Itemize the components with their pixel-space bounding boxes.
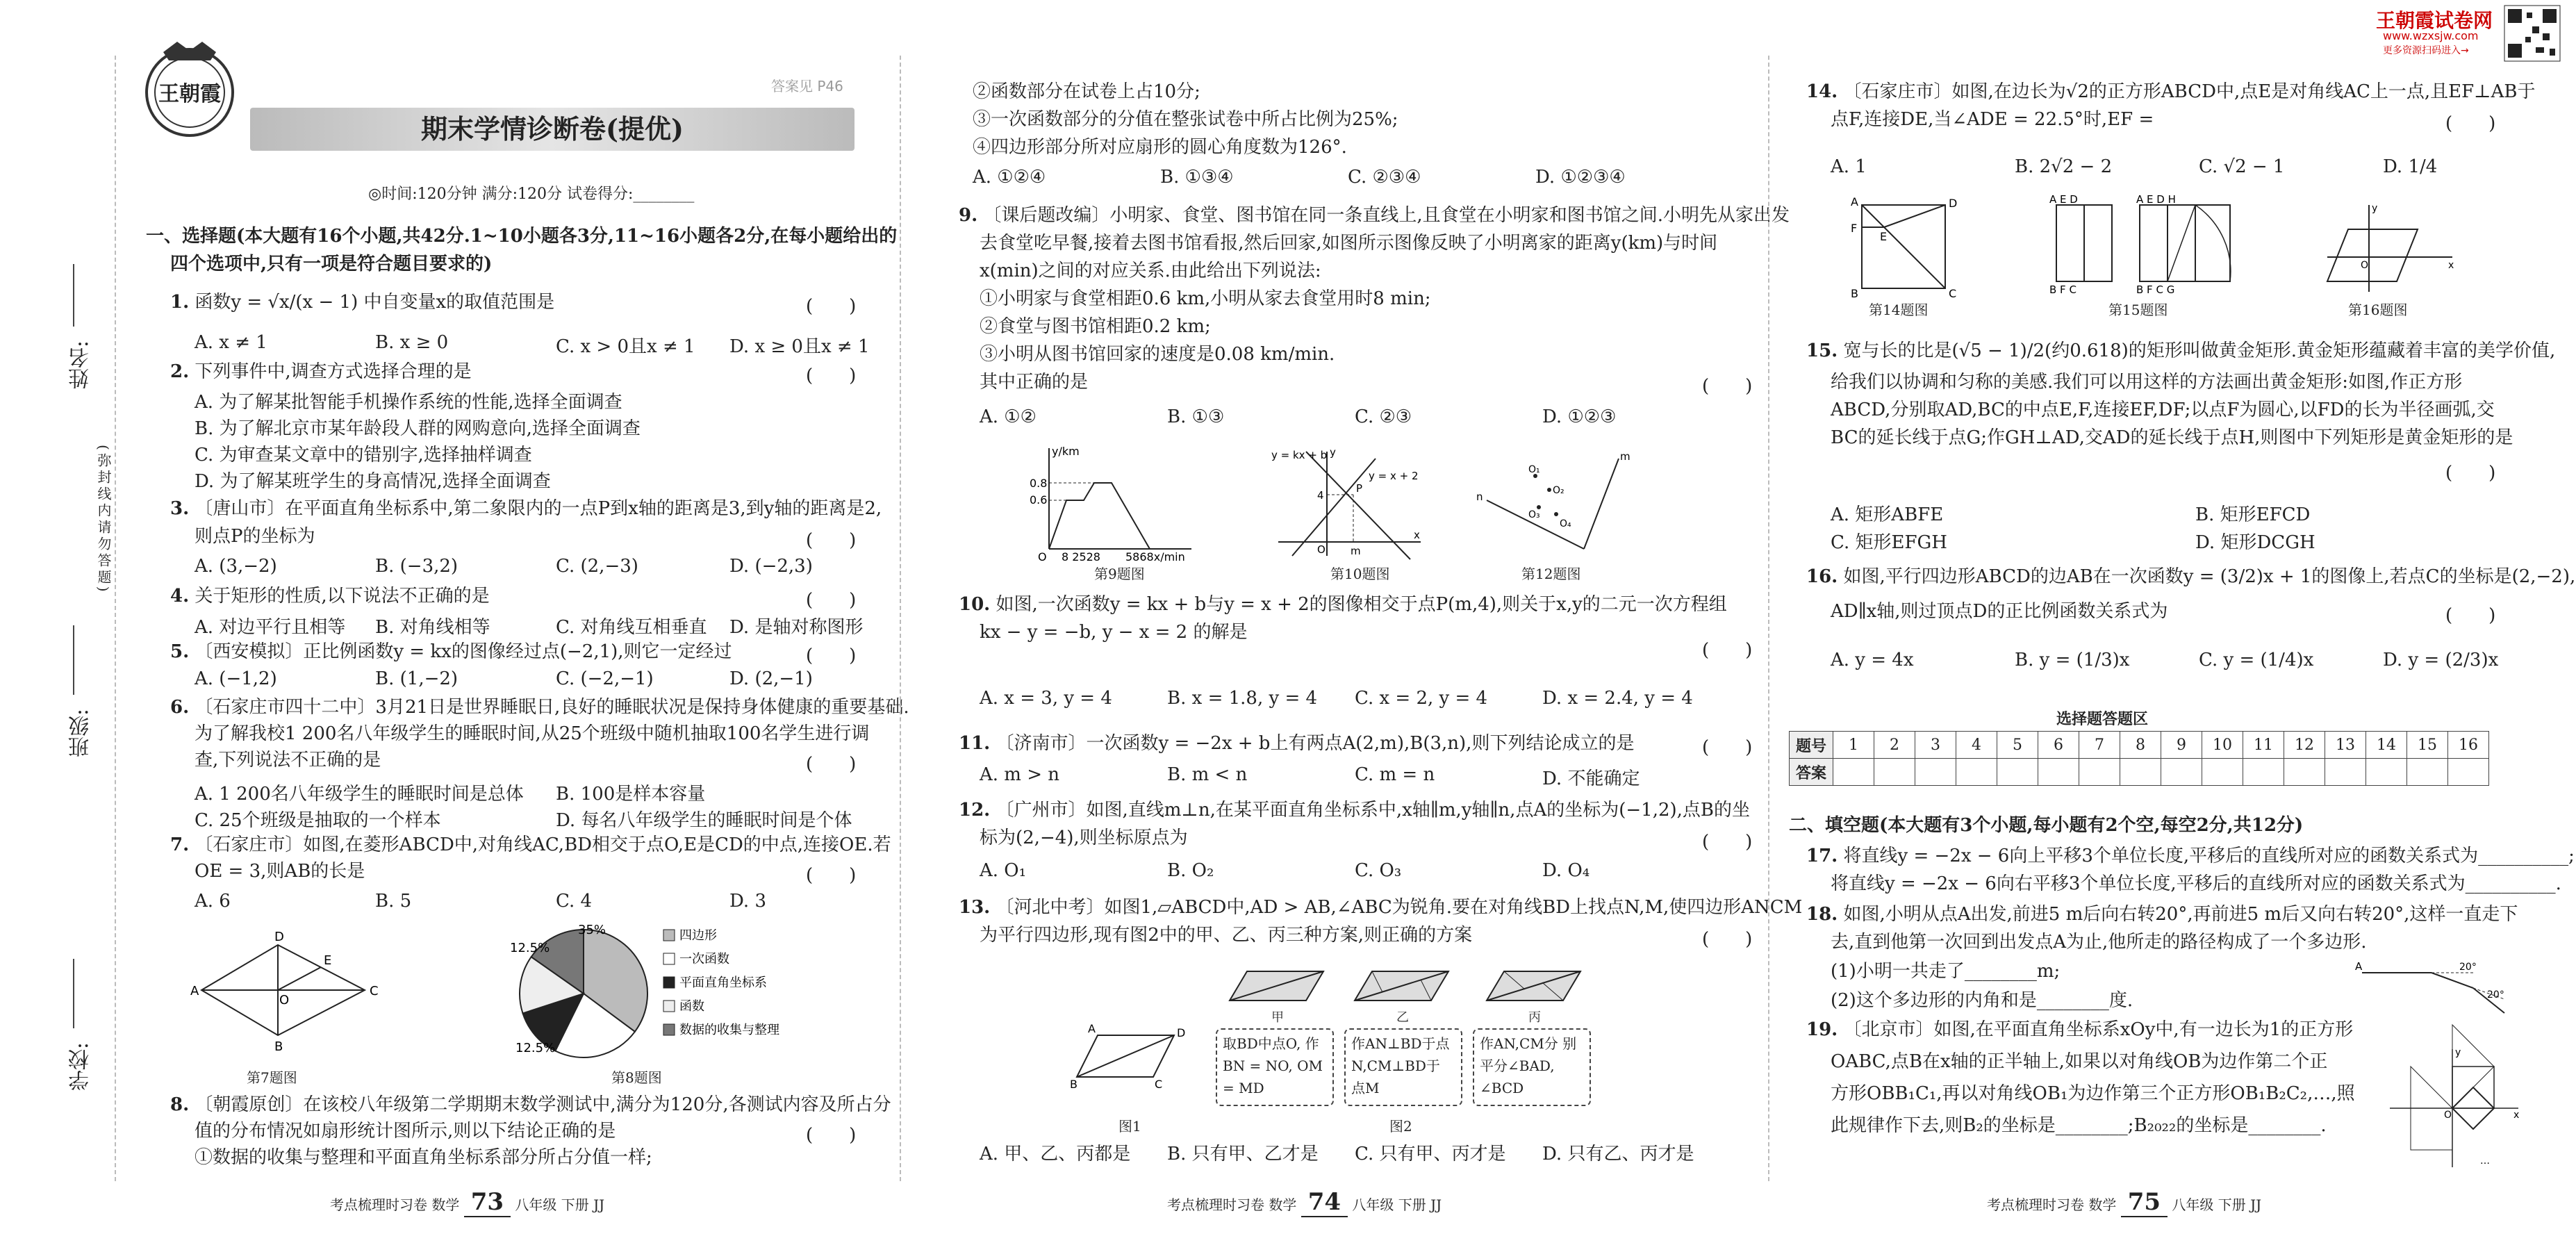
q3-answer-paren[interactable]: ( ): [806, 530, 857, 551]
q3-option-b[interactable]: B. (−3,2): [375, 556, 459, 577]
svg-text:C: C: [370, 984, 379, 998]
exam-meta: ◎时间:120分钟 满分:120分 试卷得分:________: [368, 186, 695, 203]
svg-text:B: B: [1851, 287, 1858, 300]
q15-option-a[interactable]: A. 矩形ABFE: [1831, 504, 1944, 525]
svg-text:C: C: [1155, 1078, 1163, 1091]
q15: 15. 宽与长的比是(√5 − 1)/2(约0.618)的矩形叫做黄金矩形.黄金矩形蕴藏着丰富的美学价值,: [1806, 340, 2556, 361]
answer-cell[interactable]: [1874, 759, 1915, 786]
q3-option-d[interactable]: D. (−2,3): [729, 556, 813, 577]
svg-text:B F C G: B F C G: [2136, 283, 2175, 296]
q12-answer-paren[interactable]: ( ): [1702, 832, 1753, 853]
q12-option-c[interactable]: C. O₃: [1355, 860, 1402, 881]
svg-text:O: O: [2444, 1110, 2452, 1121]
figure-q19-squares: [2383, 1046, 2522, 1171]
seal-note: (弥封线内请勿答题): [95, 445, 112, 595]
svg-text:A: A: [2355, 960, 2363, 973]
q8-statement-4: ④四边形部分所对应扇形的圆心角度数为126°.: [973, 137, 1347, 158]
class-field-line[interactable]: [73, 625, 74, 695]
section1-heading-cont: 四个选项中,只有一项是符合题目要求的): [170, 254, 493, 274]
q1-option-c[interactable]: C. x > 0且x ≠ 1: [556, 336, 695, 357]
answer-cell[interactable]: [1915, 759, 1956, 786]
q6-option-d[interactable]: D. 每名八年级学生的睡眠时间是个体: [556, 810, 852, 831]
pie-legend-3: 函数: [679, 999, 704, 1014]
q6-cont2: 查,下列说法不正确的是: [195, 750, 381, 771]
answer-cell[interactable]: [2325, 759, 2366, 786]
q8-option-b[interactable]: B. ①③④: [1160, 167, 1234, 188]
svg-text:0.6: 0.6: [1030, 493, 1048, 507]
pie-label-12-5a: 12.5%: [510, 941, 550, 955]
q13-method-jia-figure: [1226, 966, 1330, 1007]
figure-q14-caption: 第14题图: [1869, 302, 1929, 318]
q13-method-jia: 取BD中点O, 作BN = NO, OM = MD: [1216, 1028, 1334, 1106]
class-field-label: 班级:: [69, 709, 93, 758]
svg-text:D: D: [1949, 197, 1958, 210]
pie-label-12-5b: 12.5%: [515, 1041, 556, 1055]
q13-method-yi-figure: [1351, 966, 1455, 1007]
svg-text:x: x: [2448, 260, 2454, 271]
q13: 13. 〔河北中考〕如图1,▱ABCD中,AD > AB,∠ABC为锐角.要在对角线BD上找点N,M,使四边形ANCM: [959, 897, 1803, 918]
answer-cell[interactable]: [2243, 759, 2284, 786]
q6-option-a[interactable]: A. 1 200名八年级学生的睡眠时间是总体: [195, 784, 524, 805]
q18-part-2: (2)这个多边形的内角和是________度.: [1831, 990, 2133, 1011]
figure-q8-pie: [500, 924, 834, 1070]
q13-method-bing: 作AN,CM分 别平分∠BAD, ∠BCD: [1473, 1028, 1591, 1106]
q15-cont2: ABCD,分别取AD,BC的中点E,F,连接EF,DF;以点F为圆心,以FD的长为半径画弧,交: [1831, 400, 2495, 420]
name-field-label: 姓名:: [69, 340, 93, 390]
q7-answer-paren[interactable]: ( ): [806, 865, 857, 886]
svg-text:8 2528: 8 2528: [1062, 550, 1100, 563]
svg-text:O: O: [279, 993, 290, 1007]
q12-option-a[interactable]: A. O₁: [980, 860, 1027, 881]
answer-cell[interactable]: [2448, 759, 2489, 786]
svg-text:n: n: [1476, 491, 1483, 503]
answer-cell[interactable]: [2284, 759, 2325, 786]
answer-cell[interactable]: [2407, 759, 2448, 786]
q12-option-b[interactable]: B. O₂: [1167, 860, 1214, 881]
pie-label-35: 35%: [578, 923, 606, 937]
q13-option-a[interactable]: A. 甲、乙、丙都是: [980, 1144, 1131, 1164]
q8: 8. 〔朝霞原创〕在该校八年级第二学期期末数学测试中,满分为120分,各测试内容及所占分: [170, 1094, 891, 1115]
column-divider-2: [1768, 56, 1769, 1181]
q13-label-jia: 甲: [1271, 1010, 1284, 1025]
q4-option-d[interactable]: D. 是轴对称图形: [729, 617, 864, 638]
q7-option-a[interactable]: A. 6: [195, 891, 231, 912]
svg-text:5868x/min: 5868x/min: [1125, 550, 1185, 563]
q5-option-d[interactable]: D. (2,−1): [729, 668, 813, 689]
q8-statement-2: ②函数部分在试卷上占10分;: [973, 81, 1200, 102]
svg-text:B: B: [274, 1039, 283, 1054]
answer-grid-header-num: 题号: [1790, 732, 1833, 759]
answer-cell[interactable]: [2161, 759, 2202, 786]
q9-cont2: x(min)之间的对应关系.由此给出下列说法:: [980, 261, 1321, 281]
site-logo[interactable]: 王朝霞试卷网: [2376, 9, 2493, 32]
q16-option-b[interactable]: B. y = (1/3)x: [2015, 650, 2130, 670]
answer-cell[interactable]: [1956, 759, 1997, 786]
svg-text:A E D H: A E D H: [2136, 193, 2176, 206]
q8-statement-3: ③一次函数部分的分值在整张试卷中所占比例为25%;: [973, 109, 1398, 130]
q3-cont: 则点P的坐标为: [195, 526, 315, 547]
q12-cont: 标为(2,−4),则坐标原点为: [980, 828, 1188, 848]
q7-option-c[interactable]: C. 4: [556, 891, 593, 912]
svg-text:O₄: O₄: [1560, 518, 1571, 529]
pie-legend-1: 一次函数: [679, 952, 729, 966]
q6-option-c[interactable]: C. 25个班级是抽取的一个样本: [195, 810, 441, 831]
svg-text:y: y: [1330, 446, 1336, 459]
svg-text:y = x + 2: y = x + 2: [1369, 470, 1419, 482]
q9-cont: 去食堂吃早餐,接着去图书馆看报,然后回家,如图所示图像反映了小明离家的距离y(km)与时间: [980, 233, 1718, 254]
q16-answer-paren[interactable]: ( ): [2445, 605, 2496, 626]
q2-option-c[interactable]: C. 为审查某文章中的错别字,选择抽样调查: [195, 445, 532, 466]
section1-heading: 一、选择题(本大题有16个小题,共42分.1~10小题各3分,11~16小题各2分,在每小题给出的: [146, 226, 898, 247]
q9: 9. 〔课后题改编〕小明家、食堂、图书馆在同一条直线上,且食堂在小明家和图书馆之间.小明先从家出发: [959, 205, 1790, 226]
q13-label-bing: 丙: [1528, 1010, 1541, 1025]
q7-cont: OE = 3,则AB的长是: [195, 861, 365, 882]
q3-option-a[interactable]: A. (3,−2): [195, 556, 277, 577]
q13-option-d[interactable]: D. 只有乙、丙才是: [1542, 1144, 1694, 1164]
q15-option-d[interactable]: D. 矩形DCGH: [2195, 532, 2315, 553]
q10-answer-paren[interactable]: ( ): [1702, 640, 1753, 661]
q5: 5. 〔西安模拟〕正比例函数y = kx的图像经过点(−2,1),则它一定经过: [170, 641, 732, 662]
answer-grid-header-answer: 答案: [1790, 759, 1833, 786]
figure-q16-graph: [2320, 201, 2459, 299]
figure-q15-rectangles: [2049, 195, 2258, 299]
q10-option-a[interactable]: A. x = 3, y = 4: [980, 688, 1112, 709]
svg-text:20°: 20°: [2487, 989, 2504, 1001]
figure-q16-caption: 第16题图: [2348, 302, 2408, 318]
figure-q18-path: [2355, 959, 2515, 1014]
q16-option-a[interactable]: A. y = 4x: [1831, 650, 1914, 670]
answer-cell[interactable]: [2079, 759, 2120, 786]
svg-text:O: O: [2361, 260, 2369, 271]
q17: 17. 将直线y = −2x − 6向上平移3个单位长度,平移后的直线所对应的函数关系式为__________;: [1806, 846, 2575, 866]
q17-cont: 将直线y = −2x − 6向右平移3个单位长度,平移后的直线所对应的函数关系式为__________.: [1831, 873, 2561, 894]
q2-answer-paren[interactable]: ( ): [806, 365, 857, 386]
answer-cell[interactable]: [1833, 759, 1874, 786]
q11-option-b[interactable]: B. m < n: [1167, 764, 1248, 785]
svg-text:4: 4: [1317, 489, 1324, 502]
q11-answer-paren[interactable]: ( ): [1702, 737, 1753, 758]
binding-dashed-line: [115, 56, 116, 1181]
answer-cell[interactable]: [1997, 759, 2038, 786]
q2-option-d[interactable]: D. 为了解某班学生的身高情况,选择全面调查: [195, 471, 551, 492]
q1-option-d[interactable]: D. x ≥ 0且x ≠ 1: [729, 336, 870, 357]
q5-option-a[interactable]: A. (−1,2): [195, 668, 277, 689]
q9-option-c[interactable]: C. ②③: [1355, 406, 1412, 427]
q13-option-c[interactable]: C. 只有甲、丙才是: [1355, 1144, 1506, 1164]
q15-option-b[interactable]: B. 矩形EFCD: [2195, 504, 2311, 525]
svg-text:P: P: [1356, 482, 1363, 495]
figure-q13-caption-1: 图1: [1118, 1118, 1141, 1135]
q8-option-a[interactable]: A. ①②④: [973, 167, 1046, 188]
q11-option-a[interactable]: A. m > n: [980, 764, 1060, 785]
svg-text:m: m: [1620, 450, 1630, 463]
q15-cont3: BC的延长线于点G;作GH⊥AD,交AD的延长线于点H,则图中下列矩形是黄金矩形的是: [1831, 427, 2513, 448]
q14: 14. 〔石家庄市〕如图,在边长为√2的正方形ABCD中,点E是对角线AC上一点,且EF⊥AB于: [1806, 81, 2536, 102]
svg-text:A: A: [190, 984, 199, 998]
q14-option-d[interactable]: D. 1/4: [2383, 156, 2438, 177]
svg-text:D: D: [274, 930, 284, 944]
q6-cont: 为了解我校1 200名八年级学生的睡眠时间,从25个班级中随机抽取100名学生进行调: [195, 723, 870, 744]
site-url[interactable]: www.wzxsjw.com: [2383, 29, 2479, 42]
section2-heading: 二、填空题(本大题有3个小题,每小题有2个空,每空2分,共12分): [1789, 815, 2304, 836]
q10-option-d[interactable]: D. x = 2.4, y = 4: [1542, 688, 1693, 709]
q16-option-c[interactable]: C. y = (1/4)x: [2199, 650, 2314, 670]
q16: 16. 如图,平行四边形ABCD的边AB在一次函数y = (3/2)x + 1的图像上,若点C的坐标是(2,−2),: [1806, 566, 2576, 587]
q8-statement-1: ①数据的收集与整理和平面直角坐标系部分所占分值一样;: [195, 1147, 652, 1168]
brand-logo: [135, 38, 247, 142]
q14-cont: 点F,连接DE,当∠ADE = 22.5°时,EF =: [1831, 109, 2154, 130]
q13-answer-paren[interactable]: ( ): [1702, 929, 1753, 950]
q6-answer-paren[interactable]: ( ): [806, 754, 857, 775]
q10-system: kx − y = −b, y − x = 2 的解是: [980, 622, 1248, 643]
q13-option-b[interactable]: B. 只有甲、乙才是: [1167, 1144, 1319, 1164]
answer-area-title: 选择题答题区: [2056, 710, 2149, 728]
q4: 4. 关于矩形的性质,以下说法不正确的是: [170, 586, 490, 607]
q13-label-yi: 乙: [1396, 1010, 1409, 1025]
figure-q7-rhombus: [188, 931, 382, 1063]
q5-option-c[interactable]: C. (−2,−1): [556, 668, 654, 689]
svg-text:A: A: [1088, 1022, 1096, 1035]
answer-cell[interactable]: [2366, 759, 2407, 786]
svg-text:y: y: [2372, 203, 2378, 214]
svg-text:O₃: O₃: [1528, 509, 1540, 520]
q9-option-a[interactable]: A. ①②: [980, 406, 1037, 427]
svg-text:O: O: [1317, 543, 1326, 556]
column-divider-1: [900, 56, 901, 1181]
site-slogan: 更多资源扫码进入→: [2383, 45, 2469, 56]
q10-option-b[interactable]: B. x = 1.8, y = 4: [1167, 688, 1318, 709]
q8-option-d[interactable]: D. ①②③④: [1535, 167, 1626, 188]
q19: 19. 〔北京市〕如图,在平面直角坐标系xOy中,有一边长为1的正方形: [1806, 1019, 2354, 1040]
q1: 1. 函数y = √x/(x − 1) 中自变量x的取值范围是: [170, 292, 555, 313]
footer-page-75: 考点梳理时习卷 数学 75 八年级 下册 JJ: [1987, 1188, 2262, 1216]
name-field-line[interactable]: [73, 264, 74, 327]
brand-logo-text: 王朝霞: [158, 82, 221, 106]
svg-text:B F C: B F C: [2049, 283, 2077, 296]
svg-text:A E D: A E D: [2049, 193, 2078, 206]
q5-option-b[interactable]: B. (1,−2): [375, 668, 459, 689]
q15-answer-paren[interactable]: ( ): [2445, 463, 2496, 484]
svg-text:y/km: y/km: [1052, 445, 1080, 458]
q7: 7. 〔石家庄市〕如图,在菱形ABCD中,对角线AC,BD相交于点O,E是CD的中点,连接OE.若: [170, 834, 891, 855]
q3-option-c[interactable]: C. (2,−3): [556, 556, 638, 577]
svg-text:…: …: [2480, 1155, 2490, 1167]
q9-question: 其中正确的是: [980, 372, 1089, 393]
q2-option-a[interactable]: A. 为了解某批智能手机操作系统的性能,选择全面调查: [195, 392, 622, 413]
q15-option-c[interactable]: C. 矩形EFGH: [1831, 532, 1947, 553]
figure-q8-caption: 第8题图: [611, 1069, 662, 1086]
q18-part-1: (1)小明一共走了________m;: [1831, 961, 2061, 982]
q1-option-b[interactable]: B. x ≥ 0: [375, 332, 449, 353]
q13-cont: 为平行四边形,现有图2中的甲、乙、丙三种方案,则正确的方案: [980, 925, 1473, 946]
q9-statement-1: ①小明家与食堂相距0.6 km,小明从家去食堂用时8 min;: [980, 288, 1431, 309]
q12-option-d[interactable]: D. O₄: [1542, 860, 1590, 881]
q9-answer-paren[interactable]: ( ): [1702, 376, 1753, 397]
q18-cont: 去,直到他第一次回到出发点A为止,他所走的路径构成了一个多边形.: [1831, 932, 2367, 953]
figure-q13-parallelogram: [1070, 1014, 1195, 1091]
q18: 18. 如图,小明从点A出发,前进5 m后向右转20°,再前进5 m后又向右转20°,这样一直走下: [1806, 904, 2518, 925]
svg-text:O: O: [1038, 550, 1047, 563]
q2: 2. 下列事件中,调查方式选择合理的是: [170, 361, 472, 382]
q3: 3. 〔唐山市〕在平面直角坐标系中,第二象限内的一点P到x轴的距离是3,到y轴的距离是2,: [170, 498, 882, 519]
svg-text:E: E: [324, 953, 332, 968]
figure-q13-caption-2: 图2: [1389, 1118, 1412, 1135]
q9-option-d[interactable]: D. ①②③: [1542, 406, 1617, 427]
school-field-line[interactable]: [73, 959, 74, 1028]
q13-method-bing-figure: [1483, 966, 1587, 1007]
page-title: 期末学情诊断卷(提优): [421, 113, 684, 145]
figure-q7-caption: 第7题图: [247, 1069, 297, 1086]
svg-text:D: D: [1177, 1026, 1186, 1039]
svg-text:x: x: [2513, 1110, 2520, 1121]
q19-cont: OABC,点B在x轴的正半轴上,如果以对角线OB为边作第二个正: [1831, 1051, 2328, 1072]
svg-text:0.8: 0.8: [1030, 477, 1048, 490]
q11-option-c[interactable]: C. m = n: [1355, 764, 1435, 785]
q14-option-a[interactable]: A. 1: [1831, 156, 1867, 177]
q16-cont: AD∥x轴,则过顶点D的正比例函数关系式为: [1831, 601, 2168, 622]
q1-answer-paren[interactable]: ( ): [806, 296, 857, 317]
q10: 10. 如图,一次函数y = kx + b与y = x + 2的图像相交于点P(m,4),则关于x,y的二元一次方程组: [959, 594, 1727, 615]
q6-option-b[interactable]: B. 100是样本容量: [556, 784, 706, 805]
answer-cell[interactable]: [2120, 759, 2161, 786]
q6: 6. 〔石家庄市四十二中〕3月21日是世界睡眠日,良好的睡眠状况是保持身体健康的重要基础.: [170, 697, 909, 718]
q7-option-d[interactable]: D. 3: [729, 891, 766, 912]
figure-q14-square: [1841, 195, 1966, 299]
q14-option-c[interactable]: C. √2 − 1: [2199, 156, 2285, 177]
figure-q9-caption: 第9题图: [1094, 566, 1145, 582]
q14-option-b[interactable]: B. 2√2 − 2: [2015, 156, 2113, 177]
q7-option-b[interactable]: B. 5: [375, 891, 412, 912]
figure-q12-caption: 第12题图: [1521, 566, 1581, 582]
q9-statement-3: ③小明从图书馆回家的速度是0.08 km/min.: [980, 344, 1335, 365]
svg-text:B: B: [1070, 1078, 1078, 1091]
q5-answer-paren[interactable]: ( ): [806, 645, 857, 666]
answer-cell[interactable]: [2202, 759, 2243, 786]
svg-text:y = kx + b: y = kx + b: [1271, 449, 1328, 461]
figure-q9-graph: [1028, 441, 1202, 563]
svg-text:O₂: O₂: [1553, 485, 1564, 496]
svg-text:E: E: [1880, 230, 1888, 243]
answer-reference: 答案见 P46: [771, 78, 843, 94]
footer-page-74: 考点梳理时习卷 数学 74 八年级 下册 JJ: [1167, 1188, 1442, 1216]
qr-code-icon[interactable]: [2504, 6, 2560, 61]
pie-legend-4: 数据的收集与整理: [679, 1023, 779, 1037]
svg-text:m: m: [1351, 545, 1361, 557]
q4-option-b[interactable]: B. 对角线相等: [375, 617, 490, 638]
figure-q15-caption: 第15题图: [2108, 302, 2168, 318]
answer-grid: 题号 1 2 3 4 5 6 7 8 9 10 11 12 13 14 15 16 答案: [1789, 731, 2489, 786]
q4-option-c[interactable]: C. 对角线互相垂直: [556, 617, 707, 638]
footer-page-73: 考点梳理时习卷 数学 73 八年级 下册 JJ: [330, 1188, 605, 1216]
q2-option-b[interactable]: B. 为了解北京市某年龄段人群的网购意向,选择全面调查: [195, 418, 641, 439]
q14-answer-paren[interactable]: ( ): [2445, 113, 2496, 134]
figure-q10-graph: [1271, 445, 1431, 563]
figure-q10-caption: 第10题图: [1330, 566, 1390, 582]
svg-text:A: A: [1851, 195, 1858, 208]
q16-option-d[interactable]: D. y = (2/3)x: [2383, 650, 2499, 670]
q13-method-yi: 作AN⊥BD于点 N,CM⊥BD于 点M: [1344, 1028, 1462, 1106]
q12: 12. 〔广州市〕如图,直线m⊥n,在某平面直角坐标系中,x轴∥m,y轴∥n,点A的坐标为(−1,2),点B的坐: [959, 800, 1751, 821]
q11-option-d[interactable]: D. 不能确定: [1542, 768, 1640, 789]
figure-q12-graph: [1473, 445, 1630, 563]
svg-text:C: C: [1949, 287, 1957, 300]
q9-statement-2: ②食堂与图书馆相距0.2 km;: [980, 316, 1211, 337]
q11: 11. 〔济南市〕一次函数y = −2x + b上有两点A(2,m),B(3,n),则下列结论成立的是: [959, 733, 1635, 754]
svg-text:x: x: [1414, 529, 1420, 541]
q9-option-b[interactable]: B. ①③: [1167, 406, 1225, 427]
q8-option-c[interactable]: C. ②③④: [1348, 167, 1421, 188]
pie-legend-2: 平面直角坐标系: [679, 976, 767, 990]
q8-cont: 值的分布情况如扇形统计图所示,则以下结论正确的是: [195, 1121, 616, 1142]
q8-answer-paren[interactable]: ( ): [806, 1125, 857, 1146]
q19-cont3: 此规律作下去,则B₂的坐标是________;B₂₀₂₂的坐标是________.: [1831, 1115, 2327, 1136]
q4-option-a[interactable]: A. 对边平行且相等: [195, 617, 346, 638]
q15-cont: 给我们以协调和匀称的美感.我们可以用这样的方法画出黄金矩形:如图,作正方形: [1831, 372, 2463, 393]
answer-cell[interactable]: [2038, 759, 2079, 786]
svg-text:y: y: [2455, 1047, 2461, 1058]
q1-option-a[interactable]: A. x ≠ 1: [195, 332, 267, 353]
svg-text:20°: 20°: [2459, 962, 2477, 973]
svg-text:O₁: O₁: [1528, 464, 1540, 475]
q4-answer-paren[interactable]: ( ): [806, 590, 857, 611]
q10-option-c[interactable]: C. x = 2, y = 4: [1355, 688, 1488, 709]
q19-cont2: 方形OBB₁C₁,再以对角线OB₁为边作第三个正方形OB₁B₂C₂,…,照: [1831, 1083, 2355, 1104]
pie-legend-0: 四边形: [679, 928, 717, 943]
svg-text:F: F: [1851, 222, 1858, 235]
school-field-label: 学校:: [69, 1042, 93, 1092]
